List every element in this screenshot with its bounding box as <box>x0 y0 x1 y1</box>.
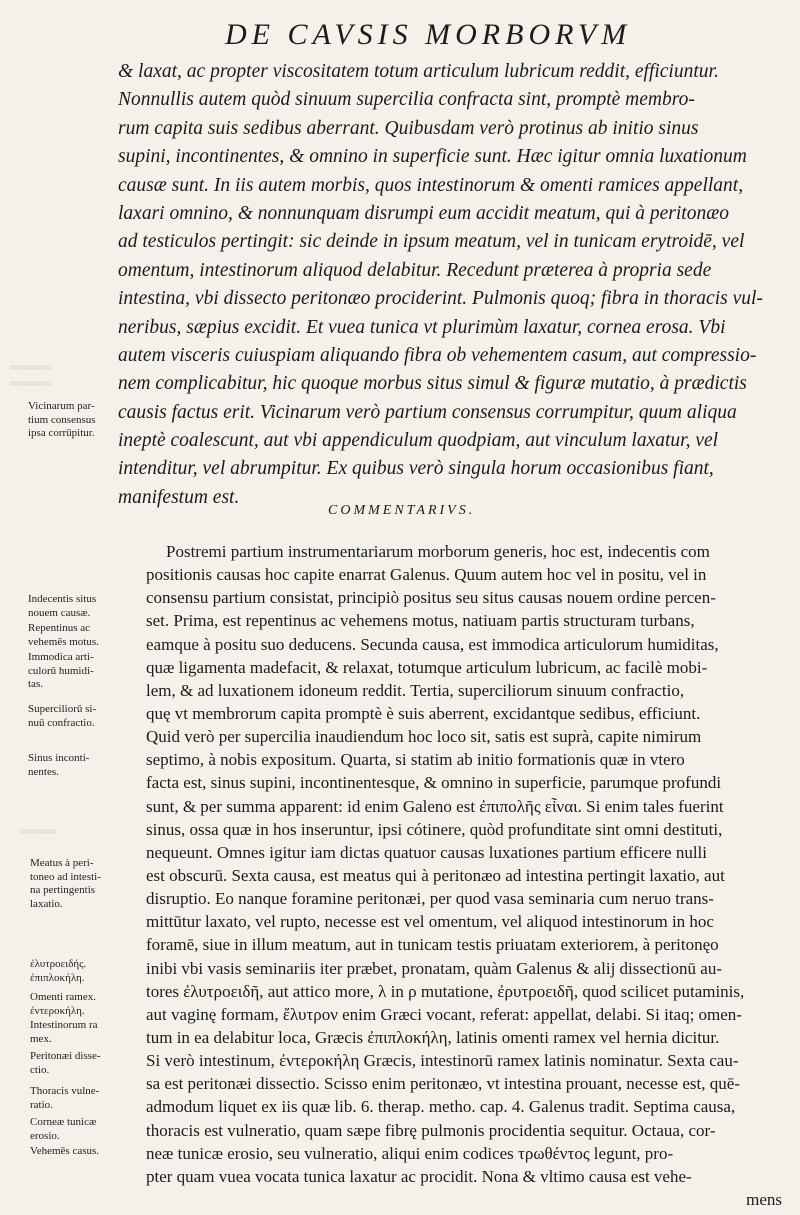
text-line: supini, incontinentes, & omnino in superficie sunt. Hæc igitur omnia luxationum <box>118 146 747 168</box>
commentary-line: sa est peritonæi dissectio. Scisso enim peritonæo, vt intestina prouant, necesse est, quē- <box>146 1074 740 1094</box>
margin-note-line: Immodica arti- <box>28 651 94 663</box>
margin-note <box>30 1050 130 1077</box>
margin-note-line: Omenti ramex. <box>30 991 96 1003</box>
margin-note-line: Vicinarum par- <box>28 400 95 412</box>
commentary-line: lem, & ad luxationem idoneum reddit. Tertia, superciliorum sinuum confractio, <box>146 680 685 700</box>
commentary-line: foramē, siue in illum meatum, aut in tunicam testis priuatam exteriorem, à peritonęo <box>146 935 719 955</box>
margin-note <box>28 622 128 649</box>
margin-note <box>30 1116 130 1143</box>
margin-note <box>30 1145 130 1159</box>
margin-note-line: ipsa corrūpitur. <box>28 427 95 439</box>
commentary-line: set. Prima, est repentinus ac vehemens motus, natiuam partis structuram turbans, <box>146 611 695 631</box>
commentary-line: sinus, ossa quæ in hos inseruntur, ipsi cótinere, quòd profunditate sint omni destituti, <box>146 819 723 839</box>
margin-note-line: ratio. <box>30 1098 53 1111</box>
bleed-through-mark: ≈≈≈≈≈≈ <box>20 826 57 838</box>
text-line: intestina, vbi dissecto peritonæo prociderint. Pulmonis quoq; fibra in thoracis vul- <box>118 288 763 310</box>
margin-note-line: nentes. <box>28 765 59 778</box>
margin-note-line: Intestinorum ra <box>30 1019 98 1031</box>
margin-note-line: mex. <box>30 1032 52 1045</box>
margin-note <box>28 651 128 692</box>
commentary-line: septimo, à nobis expositum. Quarta, si statim ab initio formationis quæ in vtero <box>146 750 685 770</box>
commentary-line: admodum liquet ex iis quæ lib. 6. therap. metho. cap. 4. Galenus tradit. Septima causa, <box>146 1097 736 1117</box>
commentary-line: disruptio. Eo nanque foramine peritonæi, per quod vasa seminaria cum neruo trans- <box>146 889 714 909</box>
text-line: ineptè coalescunt, aut vbi appendiculum quodpiam, aut vinculum laxatur, vel <box>118 430 719 452</box>
text-line: omentum, intestinorum aliquod delabitur. Recedunt præterea à propria sede <box>118 259 712 281</box>
text-line: nem complicabitur, hic quoque morbus situs simul & figuræ mutatio, à prædictis <box>118 373 747 395</box>
margin-note-line: Corneæ tunicæ <box>30 1116 97 1128</box>
bleed-through-mark: ≈≈≈≈≈≈≈ <box>10 362 53 374</box>
commentary-line: positionis causas hoc capite enarrat Galenus. Quum autem hoc vel in positu, vel in <box>146 565 707 585</box>
text-line: autem visceris cuiuspiam aliquando fibra ob vehementem casum, aut compressio- <box>118 344 757 366</box>
margin-note <box>30 958 130 985</box>
commentary-line: pter quam vuea vocata tunica laxatur ac procidit. Nona & vltimo causa est vehe- <box>146 1166 692 1186</box>
margin-note-line: nuū confractio. <box>28 716 95 729</box>
commentary-line: quæ ligamenta madefacit, & relaxat, totumque articulum lubricum, ac facilè mobi- <box>146 657 708 677</box>
text-line: Nonnullis autem quòd sinuum supercilia confracta sint, promptè membro- <box>118 89 695 111</box>
text-line: manifestum est. <box>118 486 240 508</box>
margin-note-line: Peritonæi disse- <box>30 1050 101 1062</box>
commentary-line: Quid verò per supercilia inaudiendum hoc loco sit, satis est suprà, capite nimirum <box>146 727 702 747</box>
commentary-line: nequeunt. Omnes igitur iam dictas quatuor causas luxationes partium efficere nulli <box>146 842 707 862</box>
margin-note <box>28 703 128 730</box>
commentary-line: inibi vbi vasis seminariis iter præbet, pronatam, quàm Galenus & alij dissectionū au- <box>146 958 722 978</box>
commentary-line: est obscurū. Sexta causa, est meatus qui à peritonæo ad intestina pertingit laxatio, aut <box>146 865 725 885</box>
margin-note <box>30 1019 130 1046</box>
margin-note-line: vehemēs motus. <box>28 635 99 648</box>
commentary-line: thoracis est vulneratio, quam sæpe fibrę pulmonis procidentia sequitur. Octaua, cor- <box>146 1120 716 1140</box>
margin-note-line: erosio. <box>30 1129 60 1142</box>
commentary-line: Postremi partium instrumentariarum morborum generis, hoc est, indecentis com <box>166 542 710 561</box>
text-line: ad testiculos pertingit: sic deinde in ipsum meatum, vel in tunicam erytroidē, vel <box>118 231 745 253</box>
margin-note-line: ctio. <box>30 1063 50 1076</box>
commentary-line: eamque à positu suo deducens. Secunda causa, est immodica articulorum humiditas, <box>146 634 719 654</box>
margin-note-line: nouem causæ. <box>28 606 91 619</box>
text-line: causis factus erit. Vicinarum verò partium consensus corrumpitur, quum aliqua <box>118 401 737 423</box>
margin-note-line: Superciliorū si- <box>28 703 97 715</box>
margin-note-line: na pertingentis <box>30 884 96 896</box>
margin-note-line: Meatus à peri- <box>30 857 94 869</box>
margin-note-line: culorū humidi- <box>28 664 94 677</box>
commentary-line: tum in ea delabitur loca, Græcis ἐπιπλοκήλη, latinis omenti ramex vel hernia dicitur. <box>146 1027 720 1047</box>
commentary-line: sunt, & per summa apparent: id enim Galeno est ἐπιπολῆς εἶναι. Si enim tales fuerint <box>146 796 724 816</box>
text-line: laxari omnino, & nonnunquam disrumpi eum accidit meatum, qui à peritonæo <box>118 202 729 224</box>
galen-text <box>118 58 788 512</box>
margin-note <box>30 1005 130 1019</box>
commentary-heading: COMMENTARIVS. <box>328 503 476 518</box>
text-line: rum capita suis sedibus aberrant. Quibusdam verò protinus ab initio sinus <box>118 117 699 139</box>
text-line: intenditur, vel abrumpitur. Ex quibus verò singula horum occasionibus fiant, <box>118 458 714 480</box>
margin-note-line: Repentinus ac <box>28 622 91 634</box>
commentary-line: quę vt membrorum capita promptè è suis aberrent, excidantque sedibus, efficiunt. <box>146 703 701 723</box>
margin-note <box>30 991 130 1005</box>
margin-note-line: ἐλυτροειδής. <box>30 958 87 970</box>
margin-note-line: Sinus inconti- <box>28 752 90 764</box>
commentary-line: neæ tunicæ erosio, seu vulneratio, aliqui enim codices τρωθέντος legunt, pro- <box>146 1143 674 1163</box>
commentary-line: consensu partium consistat, principiò positus seu situs causas nouem ordine percen- <box>146 588 716 608</box>
margin-note <box>30 857 130 911</box>
catchword: mens <box>746 1189 782 1209</box>
margin-note-line: toneo ad intesti- <box>30 870 101 883</box>
commentary-text <box>146 540 786 1211</box>
text-line: causæ sunt. In iis autem morbis, quos intestinorum & omenti ramices appellant, <box>118 174 744 196</box>
margin-note-line: laxatio. <box>30 897 63 910</box>
commentary-line: facta est, sinus supini, incontinentesque, & omnino in superficie, parumque profundi <box>146 773 722 793</box>
commentary-line: aut vaginę formam, ἔλυτρον enim Græci vocant, referat: appellat, delabi. Si itaq; omen- <box>146 1004 742 1024</box>
margin-note-line: Vehemēs casus. <box>30 1145 100 1157</box>
margin-note <box>28 593 128 620</box>
margin-note-line: tas. <box>28 678 43 690</box>
margin-note-line: ἐπιπλοκήλη. <box>30 971 85 984</box>
margin-note-line: Indecentis situs <box>28 593 97 605</box>
margin-note <box>28 752 128 779</box>
margin-note-line: Thoracis vulne- <box>30 1085 100 1097</box>
margin-note-line: ἐντεροκήλη. <box>30 1005 85 1017</box>
text-line: neribus, sæpius excidit. Et vuea tunica vt plurimùm laxatur, cornea erosa. Vbi <box>118 316 726 338</box>
commentary-line: Si verò intestinum, ἐντεροκήλη Græcis, intestinorū ramex latinis nominatur. Sexta cau- <box>146 1051 739 1071</box>
commentary-line: mittūtur laxato, vel rupto, necesse est vel omentum, vel aliquod intestinorum in hoc <box>146 912 714 932</box>
commentary-line: tores ἐλυτροειδῆ, aut attico more, λ in ρ mutatione, ἐρυτροειδῆ, quod scilicet putaminis, <box>146 981 745 1001</box>
margin-note <box>28 400 128 441</box>
text-line: & laxat, ac propter viscositatem totum articulum lubricum reddit, efficiuntur. <box>118 61 719 82</box>
margin-note-line: tium consensus <box>28 413 96 426</box>
bleed-through-mark: ≈≈≈≈≈≈≈ <box>10 378 53 390</box>
running-header: DE CAVSIS MORBORVM <box>225 18 632 51</box>
margin-note <box>30 1085 130 1112</box>
